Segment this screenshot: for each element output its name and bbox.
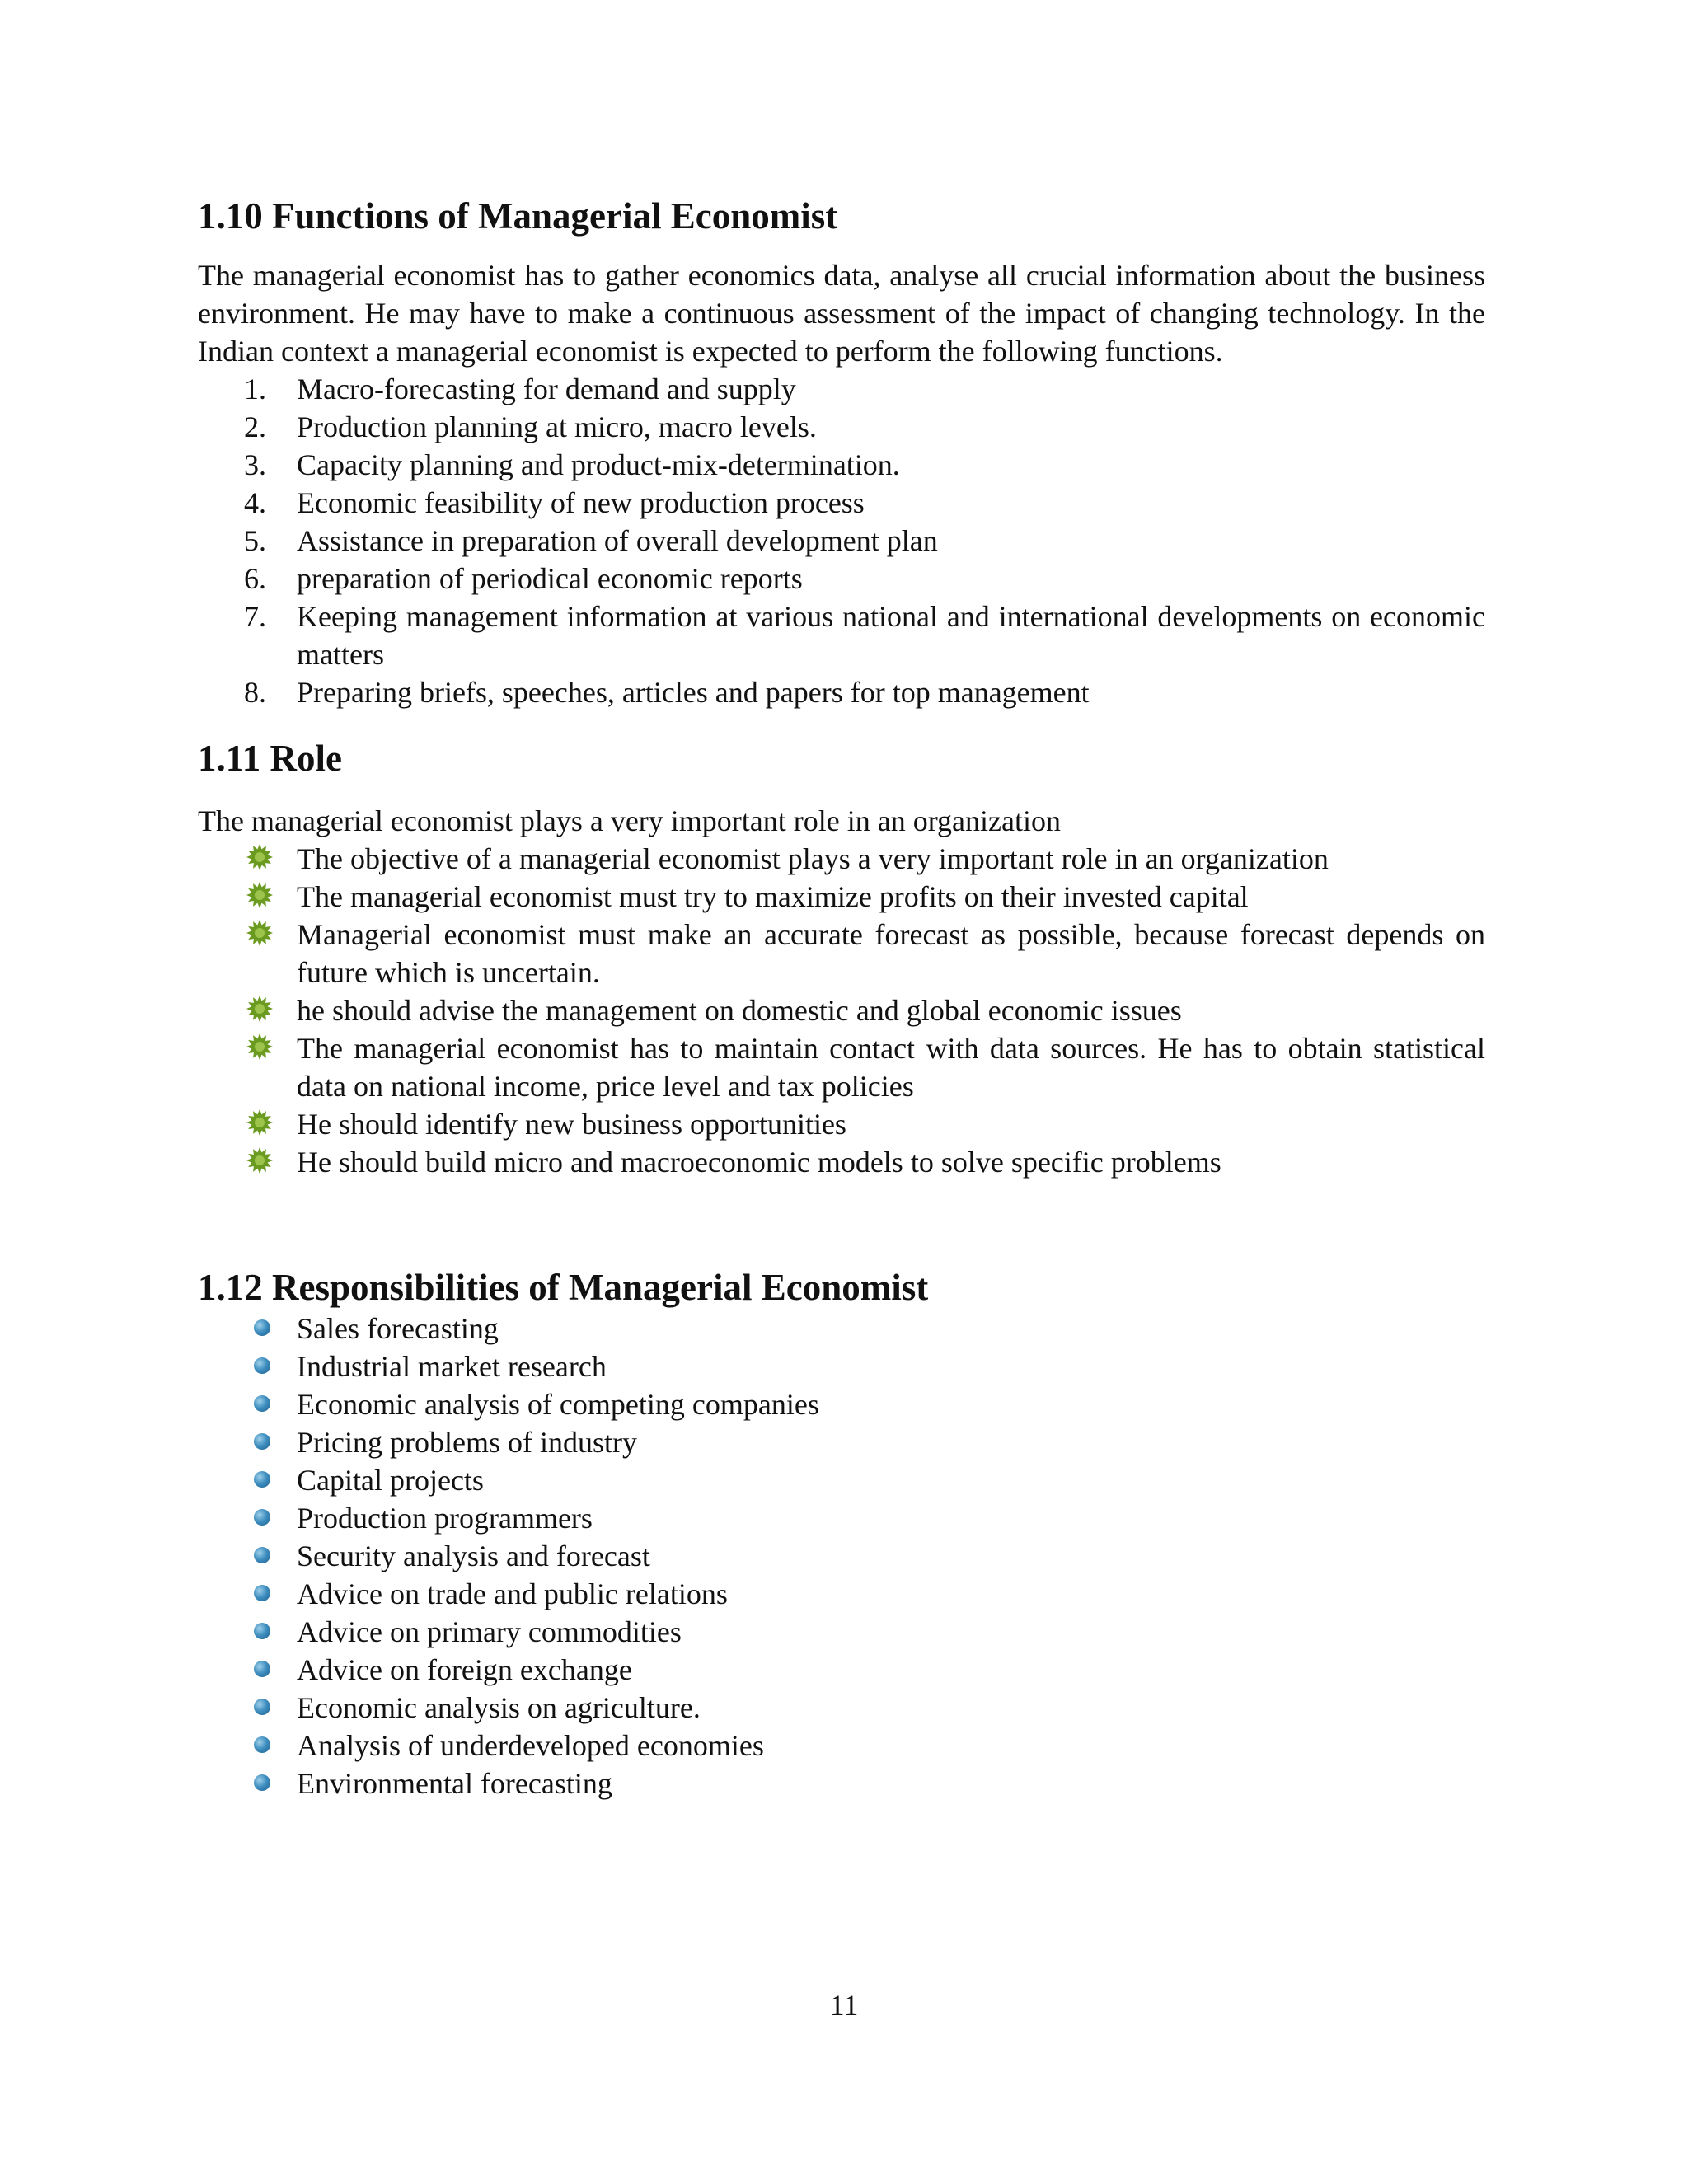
role-item-text: The managerial economist has to maintain contact with data sources. He has to obtain statistical data on national income, price level and tax policies — [297, 1032, 1485, 1103]
responsibility-item — [198, 1651, 1485, 1689]
responsibility-item-text: Advice on trade and public relations — [297, 1577, 728, 1610]
star-bullet-icon — [246, 994, 274, 1022]
list-number: 3. — [244, 448, 266, 481]
role-list — [198, 840, 1485, 1181]
responsibility-item — [198, 1423, 1485, 1461]
function-item-text: Assistance in preparation of overall development plan — [297, 524, 938, 557]
list-number: 4. — [244, 486, 266, 519]
function-item — [198, 408, 1485, 446]
star-bullet-icon — [246, 1146, 274, 1174]
responsibility-item — [198, 1689, 1485, 1727]
function-item — [198, 673, 1485, 711]
responsibility-item-text: Analysis of underdeveloped economies — [297, 1729, 764, 1762]
function-item-text: Keeping management information at various national and international developments on economic matters — [297, 600, 1485, 671]
star-bullet-icon — [246, 1108, 274, 1136]
responsibility-item-text: Economic analysis on agriculture. — [297, 1691, 701, 1724]
role-item — [198, 1105, 1485, 1143]
responsibility-item — [198, 1765, 1485, 1802]
responsibility-item-text: Industrial market research — [297, 1350, 607, 1383]
role-item-text: He should build micro and macroeconomic models to solve specific problems — [297, 1146, 1221, 1179]
function-item-text: preparation of periodical economic reports — [297, 562, 803, 595]
role-item-text: The managerial economist must try to maximize profits on their invested capital — [297, 880, 1249, 913]
round-bullet-icon — [254, 1357, 270, 1374]
list-number: 7. — [244, 600, 266, 633]
heading-responsibilities: 1.12 Responsibilities of Managerial Economist — [198, 1267, 929, 1308]
responsibility-item — [198, 1461, 1485, 1499]
responsibility-item-text: Security analysis and forecast — [297, 1540, 650, 1572]
role-intro: The managerial economist plays a very important role in an organization — [198, 804, 1061, 837]
list-number: 8. — [244, 676, 266, 709]
document-page — [198, 194, 1485, 1802]
role-item — [198, 991, 1485, 1029]
page-number: 11 — [829, 1989, 859, 2022]
star-bullet-icon — [246, 842, 274, 870]
responsibility-item-text: Sales forecasting — [297, 1312, 499, 1345]
round-bullet-icon — [254, 1585, 270, 1601]
round-bullet-icon — [254, 1736, 270, 1753]
round-bullet-icon — [254, 1774, 270, 1791]
responsibility-item — [198, 1537, 1485, 1575]
function-item — [198, 560, 1485, 598]
round-bullet-icon — [254, 1395, 270, 1412]
round-bullet-icon — [254, 1433, 270, 1450]
responsibility-item-text: Pricing problems of industry — [297, 1426, 637, 1459]
round-bullet-icon — [254, 1547, 270, 1563]
function-item-text: Production planning at micro, macro levels. — [297, 410, 817, 443]
list-number: 5. — [244, 524, 266, 557]
responsibility-item-text: Production programmers — [297, 1502, 593, 1535]
function-item — [198, 484, 1485, 522]
round-bullet-icon — [254, 1319, 270, 1336]
role-item — [198, 840, 1485, 878]
round-bullet-icon — [254, 1623, 270, 1639]
responsibility-item — [198, 1499, 1485, 1537]
role-item-text: He should identify new business opportunities — [297, 1108, 846, 1141]
responsibility-item — [198, 1385, 1485, 1423]
responsibility-item — [198, 1613, 1485, 1651]
star-bullet-icon — [246, 880, 274, 908]
list-number: 2. — [244, 410, 266, 443]
round-bullet-icon — [254, 1661, 270, 1677]
function-item-text: Preparing briefs, speeches, articles and papers for top management — [297, 676, 1090, 709]
responsibility-item-text: Advice on primary commodities — [297, 1615, 682, 1648]
role-item — [198, 1143, 1485, 1181]
role-item — [198, 878, 1485, 916]
responsibility-item-text: Economic analysis of competing companies — [297, 1388, 819, 1421]
round-bullet-icon — [254, 1471, 270, 1488]
role-item-text: he should advise the management on domestic and global economic issues — [297, 994, 1182, 1027]
role-item-text: The objective of a managerial economist plays a very important role in an organization — [297, 842, 1329, 875]
function-item — [198, 598, 1485, 673]
function-item — [198, 370, 1485, 408]
round-bullet-icon — [254, 1509, 270, 1526]
responsibility-item-text: Capital projects — [297, 1464, 484, 1497]
function-item-text: Economic feasibility of new production process — [297, 486, 865, 519]
round-bullet-icon — [254, 1699, 270, 1715]
role-item — [198, 916, 1485, 991]
responsibility-item — [198, 1727, 1485, 1765]
role-item-text: Managerial economist must make an accurate forecast as possible, because forecast depends on future which is uncertain. — [297, 918, 1485, 989]
function-item — [198, 522, 1485, 560]
function-item-text: Macro-forecasting for demand and supply — [297, 373, 796, 405]
list-number: 1. — [244, 373, 266, 405]
heading-functions: 1.10 Functions of Managerial Economist — [198, 195, 838, 237]
star-bullet-icon — [246, 918, 274, 946]
responsibility-item-text: Environmental forecasting — [297, 1767, 612, 1800]
list-number: 6. — [244, 562, 266, 595]
function-item-text: Capacity planning and product-mix-determination. — [297, 448, 900, 481]
functions-list — [198, 370, 1485, 711]
role-item — [198, 1029, 1485, 1105]
functions-intro: The managerial economist has to gather economics data, analyse all crucial information about the business environment. He may have to make a continuous assessment of the impact of changing technology. In the Indian context a managerial economist is expected to perform the following functions. — [198, 259, 1485, 368]
responsibility-item-text: Advice on foreign exchange — [297, 1653, 632, 1686]
responsibility-item — [198, 1310, 1485, 1347]
responsibility-item — [198, 1347, 1485, 1385]
heading-role: 1.11 Role — [198, 738, 342, 779]
function-item — [198, 446, 1485, 484]
responsibilities-list — [198, 1310, 1485, 1802]
star-bullet-icon — [246, 1032, 274, 1060]
responsibility-item — [198, 1575, 1485, 1613]
